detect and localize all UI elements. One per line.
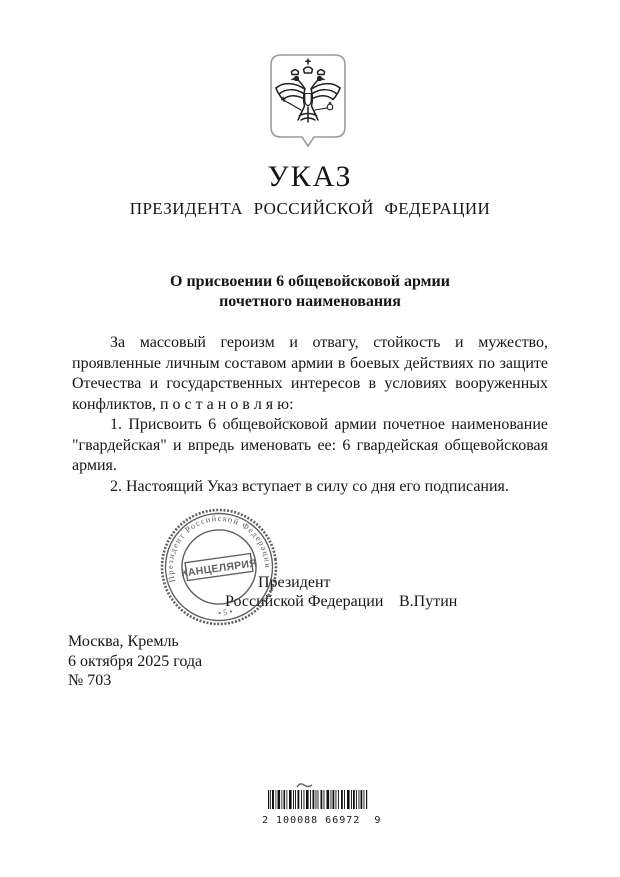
chancellery-stamp-icon [151,499,287,635]
decree-subtitle: ПРЕЗИДЕНТА РОССИЙСКОЙ ФЕДЕРАЦИИ [129,199,491,218]
date-line: 6 октября 2025 года [68,652,203,670]
signatory-name: В.Путин [399,593,458,610]
body-paragraph-1: За массовый героизм и отвагу, стойкость и мужество, проявленные личным составом армии в боевых действиях по защите Отечества и государственных интересов в условиях вооруженных конфликтов, п о с т а н о в л я ю: [72,334,548,413]
coat-of-arms-icon [268,52,348,150]
subject-heading-line-2: почетного наименования [219,293,401,310]
subject-heading-line-1: О присвоении 6 общевойсковой армии [170,273,450,290]
stamp-ring-text: Президент Российской Федерации [164,512,274,584]
decree-subject-heading [0,272,620,312]
body-paragraph-3: 2. Настоящий Указ вступает в силу со дня его подписания. [110,477,509,495]
barcode [262,782,382,826]
decree-footer-block [68,632,202,691]
stamp-center-text: КАНЦЕЛЯРИЯ [180,557,258,580]
place-line: Москва, Кремль [68,633,179,650]
decree-title: УКАЗ [267,160,353,193]
barcode-digits: 2 100088 66972 9 [262,815,382,826]
decree-body [72,333,548,497]
barcode-smudge [296,782,314,789]
signature-post-line-1: Президент [258,574,331,591]
decree-number: № 703 [68,672,112,689]
body-paragraph-2: 1. Присвоить 6 общевойсковой армии почетное наименование "гвардейская" и впредь именовать ее: 6 гвардейская общевойсковая армия. [72,416,548,474]
signature-post-line-2: Российской Федерации [225,593,384,610]
stamp-number-text: • 5 • [217,606,234,619]
barcode-bars [268,790,368,809]
